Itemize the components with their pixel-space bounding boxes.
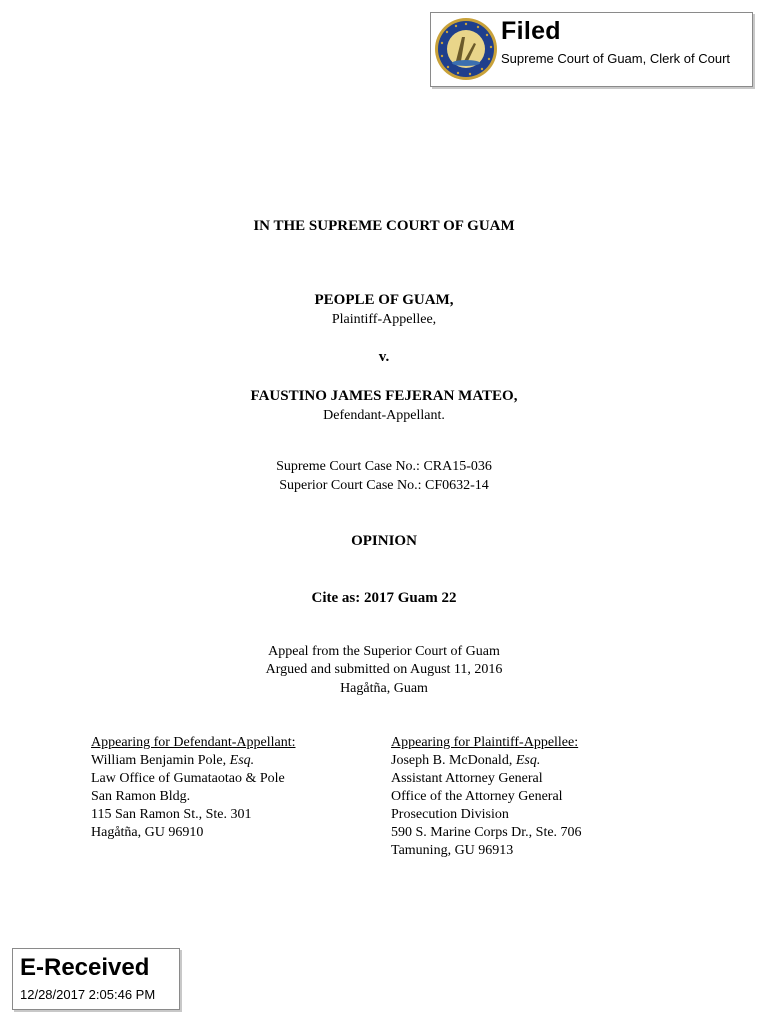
plaintiff-counsel-suffix: Esq. xyxy=(515,753,541,768)
plaintiff-counsel-line: Prosecution Division xyxy=(391,807,509,822)
received-stamp-title: E-Received xyxy=(20,954,150,981)
plaintiff-counsel-line: 590 S. Marine Corps Dr., Ste. 706 xyxy=(391,825,582,840)
filed-stamp-title: Filed xyxy=(501,17,561,45)
plaintiff-counsel-name: Joseph B. McDonald, xyxy=(391,753,513,768)
received-stamp xyxy=(12,948,180,1010)
plaintiff-counsel-line: Assistant Attorney General xyxy=(391,771,543,786)
defendant-counsel-line: 115 San Ramon St., Ste. 301 xyxy=(91,807,252,822)
plaintiff-counsel-name-line xyxy=(391,752,582,770)
citation: Cite as: 2017 Guam 22 xyxy=(311,590,457,606)
plaintiff-counsel-block xyxy=(391,734,582,860)
plaintiff-name: PEOPLE OF GUAM, xyxy=(314,292,454,308)
defendant-role: Defendant-Appellant. xyxy=(323,408,445,423)
plaintiff-counsel-line: Office of the Attorney General xyxy=(391,789,563,804)
defendant-counsel-line: Hagåtña, GU 96910 xyxy=(91,825,204,840)
appeal-line-2: Argued and submitted on August 11, 2016 xyxy=(265,662,503,677)
defendant-name: FAUSTINO JAMES FEJERAN MATEO, xyxy=(250,388,518,404)
defendant-counsel-line: Law Office of Gumataotao & Pole xyxy=(91,771,285,786)
court-heading: IN THE SUPREME COURT OF GUAM xyxy=(253,218,515,234)
appeal-line-1: Appeal from the Superior Court of Guam xyxy=(268,644,500,659)
plaintiff-counsel-heading: Appearing for Plaintiff-Appellee: xyxy=(391,735,579,750)
received-stamp-datetime: 12/28/2017 2:05:46 PM xyxy=(20,987,156,1002)
filed-stamp xyxy=(430,12,753,87)
superior-court-case-number: Superior Court Case No.: CF0632-14 xyxy=(279,478,489,493)
defendant-counsel-name: William Benjamin Pole, xyxy=(91,753,227,768)
defendant-counsel-suffix: Esq. xyxy=(229,753,255,768)
defendant-counsel-line: San Ramon Bldg. xyxy=(91,789,191,804)
plaintiff-role: Plaintiff-Appellee, xyxy=(331,312,437,327)
defendant-counsel-block xyxy=(91,734,295,842)
supreme-court-case-number: Supreme Court Case No.: CRA15-036 xyxy=(276,459,492,474)
plaintiff-counsel-line: Tamuning, GU 96913 xyxy=(391,843,514,858)
defendant-counsel-heading: Appearing for Defendant-Appellant: xyxy=(91,735,296,750)
document-type: OPINION xyxy=(351,533,417,549)
filed-stamp-subtitle: Supreme Court of Guam, Clerk of Court xyxy=(501,51,731,66)
versus: v. xyxy=(378,349,390,365)
appeal-line-3: Hagåtña, Guam xyxy=(340,681,428,696)
defendant-counsel-name-line xyxy=(91,752,295,770)
court-seal-icon xyxy=(434,17,498,81)
